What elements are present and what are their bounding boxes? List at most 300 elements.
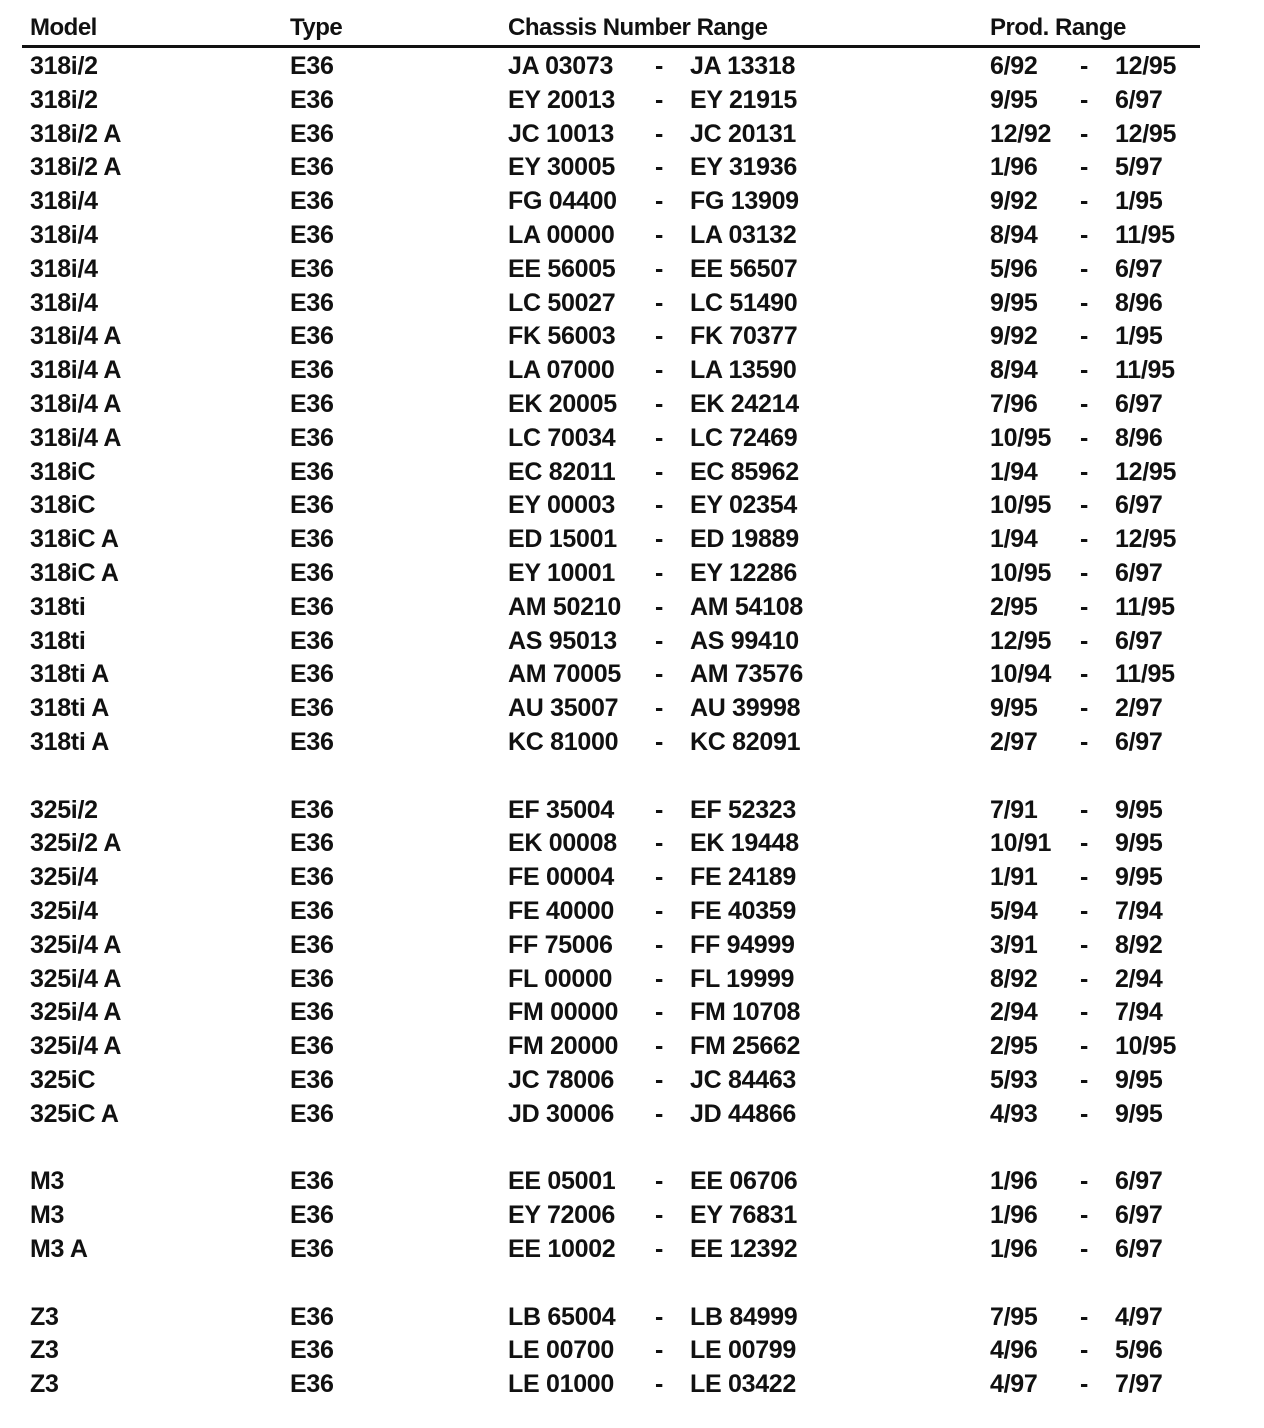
prod-from-cell: 2/95	[990, 593, 1038, 621]
table-row	[0, 728, 1264, 761]
chassis-to-cell: LE 00799	[690, 1336, 797, 1364]
type-cell: E36	[290, 593, 334, 621]
chassis-to-cell: EK 24214	[690, 390, 799, 418]
range-dash: -	[1080, 863, 1089, 891]
model-cell: 318ti	[30, 627, 86, 655]
chassis-from-cell: FF 75006	[508, 931, 613, 959]
range-dash: -	[655, 52, 664, 80]
type-cell: E36	[290, 356, 334, 384]
range-dash: -	[1080, 458, 1089, 486]
range-dash: -	[655, 1066, 664, 1094]
prod-to-cell: 11/95	[1115, 660, 1175, 688]
chassis-from-cell: EK 00008	[508, 829, 617, 857]
prod-from-cell: 9/95	[990, 289, 1038, 317]
prod-from-cell: 10/95	[990, 424, 1052, 452]
table-row	[0, 965, 1264, 998]
table-row	[0, 863, 1264, 896]
range-dash: -	[1080, 627, 1089, 655]
model-cell: M3	[30, 1201, 65, 1229]
range-dash: -	[655, 796, 664, 824]
chassis-from-cell: AS 95013	[508, 627, 617, 655]
prod-to-cell: 6/97	[1115, 86, 1163, 114]
prod-from-cell: 5/94	[990, 897, 1038, 925]
model-cell: M3	[30, 1167, 65, 1195]
range-dash: -	[655, 694, 664, 722]
prod-from-cell: 7/96	[990, 390, 1038, 418]
range-dash: -	[655, 1100, 664, 1128]
chassis-to-cell: KC 82091	[690, 728, 801, 756]
prod-to-cell: 6/97	[1115, 728, 1163, 756]
type-cell: E36	[290, 1336, 334, 1364]
range-dash: -	[1080, 221, 1089, 249]
prod-to-cell: 6/97	[1115, 627, 1163, 655]
chassis-to-cell: EE 56507	[690, 255, 798, 283]
table-row	[0, 356, 1264, 389]
chassis-to-cell: LC 51490	[690, 289, 798, 317]
model-cell: 318iC A	[30, 525, 119, 553]
type-cell: E36	[290, 86, 334, 114]
prod-to-cell: 8/92	[1115, 931, 1163, 959]
range-dash: -	[655, 221, 664, 249]
prod-to-cell: 6/97	[1115, 559, 1163, 587]
range-dash: -	[655, 1336, 664, 1364]
range-dash: -	[655, 627, 664, 655]
range-dash: -	[1080, 694, 1089, 722]
type-cell: E36	[290, 52, 334, 80]
chassis-to-cell: ED 19889	[690, 525, 799, 553]
prod-from-cell: 1/91	[990, 863, 1038, 891]
range-dash: -	[655, 1167, 664, 1195]
table-row	[0, 1235, 1264, 1268]
chassis-to-cell: EE 12392	[690, 1235, 798, 1263]
range-dash: -	[1080, 1370, 1089, 1398]
range-dash: -	[655, 1201, 664, 1229]
range-dash: -	[655, 255, 664, 283]
chassis-from-cell: EC 82011	[508, 458, 616, 486]
prod-from-cell: 2/95	[990, 1032, 1038, 1060]
table-row	[0, 1370, 1264, 1403]
table-row	[0, 525, 1264, 558]
chassis-from-cell: LE 01000	[508, 1370, 615, 1398]
model-cell: 318i/4	[30, 187, 98, 215]
prod-from-cell: 9/95	[990, 694, 1038, 722]
prod-from-cell: 7/91	[990, 796, 1038, 824]
chassis-to-cell: LB 84999	[690, 1303, 798, 1331]
model-cell: 318ti	[30, 593, 86, 621]
type-cell: E36	[290, 322, 334, 350]
range-dash: -	[1080, 491, 1089, 519]
chassis-from-cell: LC 50027	[508, 289, 616, 317]
chassis-from-cell: LA 07000	[508, 356, 615, 384]
prod-to-cell: 1/95	[1115, 322, 1163, 350]
range-dash: -	[655, 525, 664, 553]
prod-from-cell: 1/96	[990, 1167, 1038, 1195]
prod-to-cell: 2/97	[1115, 694, 1163, 722]
chassis-to-cell: LC 72469	[690, 424, 798, 452]
chassis-from-cell: AM 50210	[508, 593, 621, 621]
prod-from-cell: 1/94	[990, 525, 1038, 553]
type-cell: E36	[290, 627, 334, 655]
type-cell: E36	[290, 694, 334, 722]
header-rule	[22, 45, 1200, 48]
range-dash: -	[655, 322, 664, 350]
model-cell: 318ti A	[30, 660, 109, 688]
type-cell: E36	[290, 289, 334, 317]
range-dash: -	[1080, 289, 1089, 317]
prod-to-cell: 9/95	[1115, 863, 1163, 891]
range-dash: -	[1080, 593, 1089, 621]
prod-from-cell: 9/92	[990, 187, 1038, 215]
prod-to-cell: 8/96	[1115, 424, 1163, 452]
prod-to-cell: 12/95	[1115, 525, 1177, 553]
chassis-to-cell: JD 44866	[690, 1100, 797, 1128]
type-cell: E36	[290, 897, 334, 925]
chassis-from-cell: ED 15001	[508, 525, 617, 553]
model-cell: 325i/4 A	[30, 965, 122, 993]
chassis-from-cell: LE 00700	[508, 1336, 615, 1364]
range-dash: -	[1080, 120, 1089, 148]
model-cell: 318i/2	[30, 52, 98, 80]
type-cell: E36	[290, 863, 334, 891]
prod-to-cell: 5/97	[1115, 153, 1163, 181]
range-dash: -	[655, 86, 664, 114]
type-cell: E36	[290, 458, 334, 486]
prod-to-cell: 6/97	[1115, 491, 1163, 519]
prod-to-cell: 9/95	[1115, 1100, 1163, 1128]
chassis-to-cell: FF 94999	[690, 931, 795, 959]
prod-to-cell: 11/95	[1115, 593, 1175, 621]
model-cell: 318i/2 A	[30, 120, 122, 148]
range-dash: -	[655, 863, 664, 891]
header-chassis-range: Chassis Number Range	[508, 14, 768, 41]
chassis-to-cell: EY 31936	[690, 153, 797, 181]
model-cell: 325i/4	[30, 863, 98, 891]
table-row	[0, 187, 1264, 220]
prod-to-cell: 9/95	[1115, 829, 1163, 857]
prod-from-cell: 5/96	[990, 255, 1038, 283]
prod-from-cell: 7/95	[990, 1303, 1038, 1331]
range-dash: -	[655, 829, 664, 857]
chassis-from-cell: AM 70005	[508, 660, 621, 688]
table-row	[0, 1336, 1264, 1369]
chassis-from-cell: FL 00000	[508, 965, 613, 993]
prod-to-cell: 11/95	[1115, 221, 1175, 249]
model-cell: 318iC	[30, 491, 96, 519]
chassis-to-cell: LE 03422	[690, 1370, 797, 1398]
chassis-to-cell: FE 40359	[690, 897, 797, 925]
model-cell: 325iC A	[30, 1100, 119, 1128]
chassis-to-cell: FE 24189	[690, 863, 797, 891]
model-cell: 325i/2 A	[30, 829, 122, 857]
model-cell: Z3	[30, 1370, 59, 1398]
prod-from-cell: 8/94	[990, 221, 1038, 249]
range-dash: -	[655, 1235, 664, 1263]
range-dash: -	[655, 1370, 664, 1398]
model-cell: 318i/4 A	[30, 356, 122, 384]
prod-from-cell: 4/93	[990, 1100, 1038, 1128]
table-row	[0, 593, 1264, 626]
chassis-to-cell: FM 25662	[690, 1032, 801, 1060]
table-row	[0, 1303, 1264, 1336]
range-dash: -	[1080, 660, 1089, 688]
model-cell: Z3	[30, 1336, 59, 1364]
table-row	[0, 660, 1264, 693]
chassis-from-cell: EY 10001	[508, 559, 615, 587]
range-dash: -	[1080, 931, 1089, 959]
prod-to-cell: 6/97	[1115, 390, 1163, 418]
prod-to-cell: 9/95	[1115, 1066, 1163, 1094]
prod-to-cell: 8/96	[1115, 289, 1163, 317]
chassis-to-cell: EY 12286	[690, 559, 797, 587]
range-dash: -	[1080, 1066, 1089, 1094]
chassis-from-cell: EY 72006	[508, 1201, 615, 1229]
chassis-to-cell: EE 06706	[690, 1167, 798, 1195]
table-row	[0, 221, 1264, 254]
chassis-from-cell: FK 56003	[508, 322, 616, 350]
range-dash: -	[655, 491, 664, 519]
range-dash: -	[655, 931, 664, 959]
range-dash: -	[1080, 424, 1089, 452]
model-cell: 318ti A	[30, 728, 109, 756]
table-row	[0, 829, 1264, 862]
model-cell: 318i/4	[30, 289, 98, 317]
prod-from-cell: 1/96	[990, 153, 1038, 181]
table-row	[0, 1201, 1264, 1234]
chassis-to-cell: EY 21915	[690, 86, 797, 114]
type-cell: E36	[290, 1201, 334, 1229]
range-dash: -	[1080, 796, 1089, 824]
chassis-to-cell: AM 54108	[690, 593, 803, 621]
model-cell: 318i/2	[30, 86, 98, 114]
type-cell: E36	[290, 796, 334, 824]
model-cell: 325i/2	[30, 796, 98, 824]
range-dash: -	[655, 660, 664, 688]
model-cell: 325i/4 A	[30, 998, 122, 1026]
prod-to-cell: 7/94	[1115, 998, 1163, 1026]
prod-from-cell: 9/95	[990, 86, 1038, 114]
chassis-to-cell: EY 02354	[690, 491, 797, 519]
table-row	[0, 694, 1264, 727]
type-cell: E36	[290, 1235, 334, 1263]
prod-from-cell: 4/96	[990, 1336, 1038, 1364]
chassis-to-cell: EY 76831	[690, 1201, 797, 1229]
type-cell: E36	[290, 221, 334, 249]
chassis-to-cell: EF 52323	[690, 796, 797, 824]
range-dash: -	[1080, 390, 1089, 418]
prod-to-cell: 11/95	[1115, 356, 1175, 384]
type-cell: E36	[290, 829, 334, 857]
range-dash: -	[1080, 1100, 1089, 1128]
chassis-from-cell: FG 04400	[508, 187, 617, 215]
prod-from-cell: 10/95	[990, 559, 1052, 587]
model-cell: 318ti A	[30, 694, 109, 722]
chassis-from-cell: JC 78006	[508, 1066, 615, 1094]
type-cell: E36	[290, 120, 334, 148]
chassis-to-cell: EK 19448	[690, 829, 799, 857]
prod-to-cell: 6/97	[1115, 255, 1163, 283]
type-cell: E36	[290, 1066, 334, 1094]
prod-to-cell: 7/97	[1115, 1370, 1163, 1398]
model-cell: 325i/4	[30, 897, 98, 925]
range-dash: -	[655, 153, 664, 181]
chassis-from-cell: JC 10013	[508, 120, 615, 148]
model-cell: 318i/4 A	[30, 322, 122, 350]
range-dash: -	[655, 120, 664, 148]
prod-from-cell: 3/91	[990, 931, 1038, 959]
type-cell: E36	[290, 1303, 334, 1331]
prod-to-cell: 6/97	[1115, 1235, 1163, 1263]
table-row	[0, 52, 1264, 85]
prod-from-cell: 2/94	[990, 998, 1038, 1026]
model-cell: M3 A	[30, 1235, 88, 1263]
type-cell: E36	[290, 728, 334, 756]
range-dash: -	[655, 559, 664, 587]
range-dash: -	[655, 424, 664, 452]
chassis-from-cell: EK 20005	[508, 390, 617, 418]
table-row	[0, 931, 1264, 964]
range-dash: -	[655, 1303, 664, 1331]
prod-from-cell: 10/95	[990, 491, 1052, 519]
chassis-to-cell: AM 73576	[690, 660, 803, 688]
chassis-from-cell: JA 03073	[508, 52, 614, 80]
prod-from-cell: 1/96	[990, 1201, 1038, 1229]
chassis-to-cell: FK 70377	[690, 322, 798, 350]
prod-to-cell: 1/95	[1115, 187, 1163, 215]
prod-to-cell: 4/97	[1115, 1303, 1163, 1331]
chassis-from-cell: KC 81000	[508, 728, 619, 756]
header-prod-range: Prod. Range	[990, 14, 1126, 41]
range-dash: -	[655, 356, 664, 384]
prod-from-cell: 1/94	[990, 458, 1038, 486]
range-dash: -	[655, 390, 664, 418]
table-row	[0, 627, 1264, 660]
range-dash: -	[655, 998, 664, 1026]
chassis-from-cell: FE 40000	[508, 897, 615, 925]
chassis-from-cell: FM 20000	[508, 1032, 619, 1060]
range-dash: -	[1080, 998, 1089, 1026]
range-dash: -	[655, 187, 664, 215]
chassis-from-cell: EF 35004	[508, 796, 615, 824]
type-cell: E36	[290, 187, 334, 215]
prod-to-cell: 10/95	[1115, 1032, 1177, 1060]
table-row	[0, 1032, 1264, 1065]
range-dash: -	[1080, 356, 1089, 384]
chassis-from-cell: EE 10002	[508, 1235, 616, 1263]
range-dash: -	[1080, 1235, 1089, 1263]
prod-from-cell: 8/94	[990, 356, 1038, 384]
prod-from-cell: 5/93	[990, 1066, 1038, 1094]
prod-from-cell: 6/92	[990, 52, 1038, 80]
prod-to-cell: 9/95	[1115, 796, 1163, 824]
chassis-from-cell: EY 00003	[508, 491, 615, 519]
prod-from-cell: 10/91	[990, 829, 1052, 857]
range-dash: -	[655, 1032, 664, 1060]
table-row	[0, 458, 1264, 491]
prod-from-cell: 8/92	[990, 965, 1038, 993]
range-dash: -	[1080, 1167, 1089, 1195]
chassis-from-cell: FE 00004	[508, 863, 615, 891]
model-cell: 325i/4 A	[30, 931, 122, 959]
table-row	[0, 120, 1264, 153]
chassis-to-cell: JC 84463	[690, 1066, 797, 1094]
type-cell: E36	[290, 1370, 334, 1398]
model-cell: 318i/2 A	[30, 153, 122, 181]
table-row	[0, 1100, 1264, 1133]
model-cell: 325i/4 A	[30, 1032, 122, 1060]
chassis-from-cell: JD 30006	[508, 1100, 615, 1128]
chassis-from-cell: LB 65004	[508, 1303, 616, 1331]
type-cell: E36	[290, 965, 334, 993]
prod-to-cell: 12/95	[1115, 52, 1177, 80]
prod-to-cell: 6/97	[1115, 1167, 1163, 1195]
model-cell: 318iC A	[30, 559, 119, 587]
chassis-to-cell: JA 13318	[690, 52, 796, 80]
table-row	[0, 255, 1264, 288]
range-dash: -	[1080, 965, 1089, 993]
range-dash: -	[1080, 1201, 1089, 1229]
model-cell: 318i/4	[30, 255, 98, 283]
chassis-from-cell: LC 70034	[508, 424, 616, 452]
prod-to-cell: 12/95	[1115, 458, 1177, 486]
range-dash: -	[1080, 728, 1089, 756]
range-dash: -	[655, 728, 664, 756]
type-cell: E36	[290, 660, 334, 688]
chassis-from-cell: EE 56005	[508, 255, 616, 283]
chassis-to-cell: FM 10708	[690, 998, 801, 1026]
range-dash: -	[1080, 255, 1089, 283]
range-dash: -	[1080, 1303, 1089, 1331]
model-cell: 318iC	[30, 458, 96, 486]
prod-from-cell: 4/97	[990, 1370, 1038, 1398]
range-dash: -	[1080, 1032, 1089, 1060]
prod-to-cell: 6/97	[1115, 1201, 1163, 1229]
type-cell: E36	[290, 255, 334, 283]
prod-to-cell: 2/94	[1115, 965, 1163, 993]
prod-from-cell: 12/95	[990, 627, 1052, 655]
prod-from-cell: 1/96	[990, 1235, 1038, 1263]
type-cell: E36	[290, 1032, 334, 1060]
table-row	[0, 86, 1264, 119]
prod-to-cell: 12/95	[1115, 120, 1177, 148]
header-model: Model	[30, 14, 97, 41]
model-cell: 318i/4	[30, 221, 98, 249]
model-cell: 325iC	[30, 1066, 96, 1094]
chassis-to-cell: AS 99410	[690, 627, 799, 655]
range-dash: -	[655, 289, 664, 317]
table-row	[0, 1066, 1264, 1099]
type-cell: E36	[290, 998, 334, 1026]
range-dash: -	[1080, 52, 1089, 80]
range-dash: -	[1080, 187, 1089, 215]
model-cell: Z3	[30, 1303, 59, 1331]
table-row	[0, 322, 1264, 355]
type-cell: E36	[290, 1100, 334, 1128]
table-row	[0, 1167, 1264, 1200]
table-row	[0, 491, 1264, 524]
table-row	[0, 559, 1264, 592]
chassis-from-cell: EE 05001	[508, 1167, 616, 1195]
prod-to-cell: 5/96	[1115, 1336, 1163, 1364]
prod-from-cell: 9/92	[990, 322, 1038, 350]
prod-from-cell: 10/94	[990, 660, 1052, 688]
chassis-from-cell: FM 00000	[508, 998, 619, 1026]
chassis-to-cell: LA 13590	[690, 356, 797, 384]
type-cell: E36	[290, 525, 334, 553]
range-dash: -	[1080, 525, 1089, 553]
type-cell: E36	[290, 153, 334, 181]
chassis-from-cell: AU 35007	[508, 694, 619, 722]
chassis-to-cell: FL 19999	[690, 965, 795, 993]
